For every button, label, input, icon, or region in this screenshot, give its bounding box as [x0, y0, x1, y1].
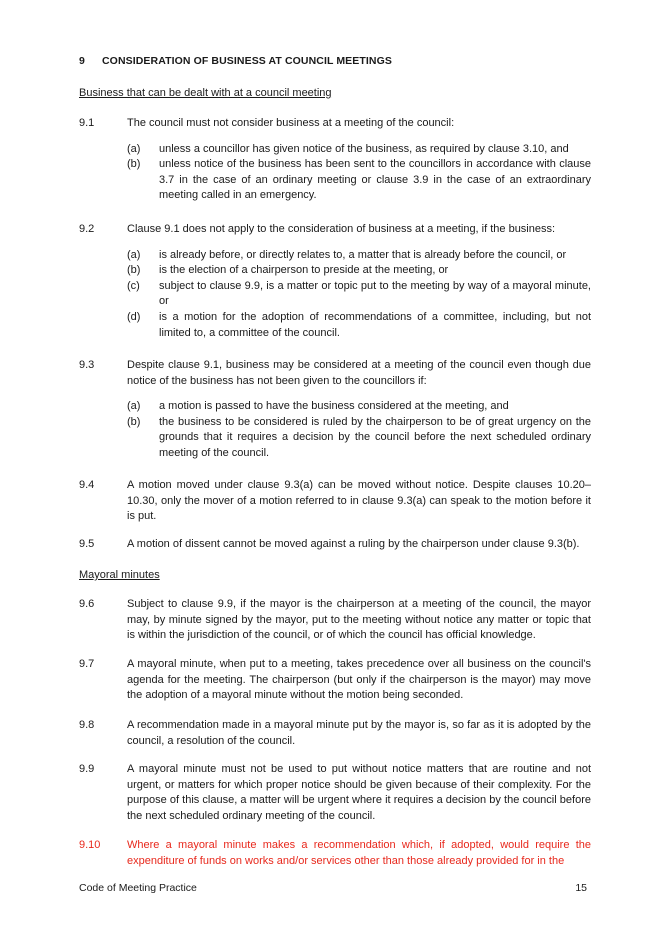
item-text: unless a councillor has given notice of the business, as required by clause 3.10, and [159, 142, 569, 155]
clause-9-2 [79, 222, 591, 341]
item-text: the business to be considered is ruled by the chairperson to be of great urgency on the grounds that it requires a decision by the council before the next scheduled ordinary meeting of the council. [159, 415, 591, 459]
clause-number: 9.6 [79, 598, 95, 610]
clause-9-7 [79, 657, 591, 704]
clause-number: 9.1 [79, 117, 95, 129]
clause-items [127, 248, 591, 342]
clause-number: 9.7 [79, 658, 95, 670]
list-item [127, 279, 591, 310]
item-text: a motion is passed to have the business considered at the meeting, and [159, 400, 509, 413]
list-item [127, 310, 591, 341]
clause-9-3 [79, 358, 591, 462]
clause-number: 9.5 [79, 538, 95, 550]
subheading-business: Business that can be dealt with at a council meeting [79, 87, 332, 99]
clause-number: 9.10 [79, 839, 101, 851]
list-item [127, 399, 591, 415]
subheading-mayoral: Mayoral minutes [79, 569, 160, 581]
clause-text: Clause 9.1 does not apply to the consideration of business at a meeting, if the business: [127, 223, 556, 235]
list-item [127, 415, 591, 462]
item-label: (b) [127, 158, 141, 171]
item-label: (b) [127, 264, 141, 277]
item-text: is the election of a chairperson to preside at the meeting, or [159, 264, 449, 277]
item-label: (a) [127, 400, 141, 413]
section-number: 9 [79, 55, 85, 67]
section-title: CONSIDERATION OF BUSINESS AT COUNCIL MEETINGS [102, 55, 392, 67]
list-item [127, 157, 591, 204]
clause-text: A mayoral minute, when put to a meeting, takes precedence over all business on the council's agenda for the meeting. The chairperson (but only if the chairperson is the mayor) may move the adoption of a mayoral minute without the motion being seconded. [127, 658, 591, 702]
clause-number: 9.4 [79, 479, 95, 491]
item-label: (b) [127, 415, 141, 428]
clause-items [127, 399, 591, 461]
clause-text: Subject to clause 9.9, if the mayor is the chairperson at a meeting of the council, the mayor may, by minute signed by the mayor, put to the meeting without notice any matter or topic that is within the jurisdiction of the council, or of which the council has official knowledge. [127, 598, 591, 642]
clause-text: A motion of dissent cannot be moved against a ruling by the chairperson under clause 9.3(b). [127, 538, 580, 550]
clause-9-4 [79, 478, 591, 525]
list-item [127, 263, 591, 279]
item-label: (d) [127, 310, 141, 323]
clause-number: 9.8 [79, 719, 95, 731]
clause-text: The council must not consider business at a meeting of the council: [127, 117, 455, 129]
item-text: is already before, or directly relates to, a matter that is already before the council, or [159, 248, 567, 261]
clause-text: Despite clause 9.1, business may be considered at a meeting of the council even though due notice of the business has not been given to the councillors if: [127, 359, 591, 387]
clause-9-5 [79, 537, 591, 553]
item-label: (a) [127, 142, 141, 155]
item-label: (c) [127, 279, 140, 292]
clause-9-8 [79, 718, 591, 749]
clause-text: A mayoral minute must not be used to put without notice matters that are routine and not urgent, or matters for which proper notice should be given because of their complexity. For the purpose of this clause, a matter will be urgent where it requires a decision by the council before the next scheduled ordinary meeting of the council. [127, 763, 591, 822]
item-label: (a) [127, 248, 141, 261]
clause-9-6 [79, 597, 591, 644]
clause-number: 9.2 [79, 223, 95, 235]
item-text: unless notice of the business has been sent to the councillors in accordance with clause 3.7 in the case of an ordinary meeting or clause 3.9 in the case of an extraordinary meeting called in an emergency. [159, 158, 591, 202]
clause-number: 9.9 [79, 763, 95, 775]
clause-number: 9.3 [79, 359, 95, 371]
page-number: 15 [575, 882, 587, 894]
list-item [127, 248, 591, 264]
list-item [127, 142, 591, 158]
item-text: is a motion for the adoption of recommendations of a committee, including, but not limited to, a committee of the council. [159, 310, 591, 339]
clause-text: Where a mayoral minute makes a recommendation which, if adopted, would require the expenditure of funds on works and/or services other than those already provided for in the [127, 839, 591, 867]
clause-9-9 [79, 762, 591, 824]
footer-title: Code of Meeting Practice [79, 882, 197, 894]
clause-9-1 [79, 116, 591, 204]
clause-9-10 [79, 838, 591, 869]
clause-text: A recommendation made in a mayoral minute put by the mayor is, so far as it is adopted by the council, a resolution of the council. [127, 719, 591, 747]
section-heading [79, 55, 392, 67]
clause-text: A motion moved under clause 9.3(a) can be moved without notice. Despite clauses 10.20–10.30, only the mover of a motion referred to in clause 9.3(a) can speak to the motion before it is put. [127, 479, 591, 523]
item-text: subject to clause 9.9, is a matter or topic put to the meeting by way of a mayoral minute, or [159, 279, 591, 308]
clause-items [127, 142, 591, 204]
